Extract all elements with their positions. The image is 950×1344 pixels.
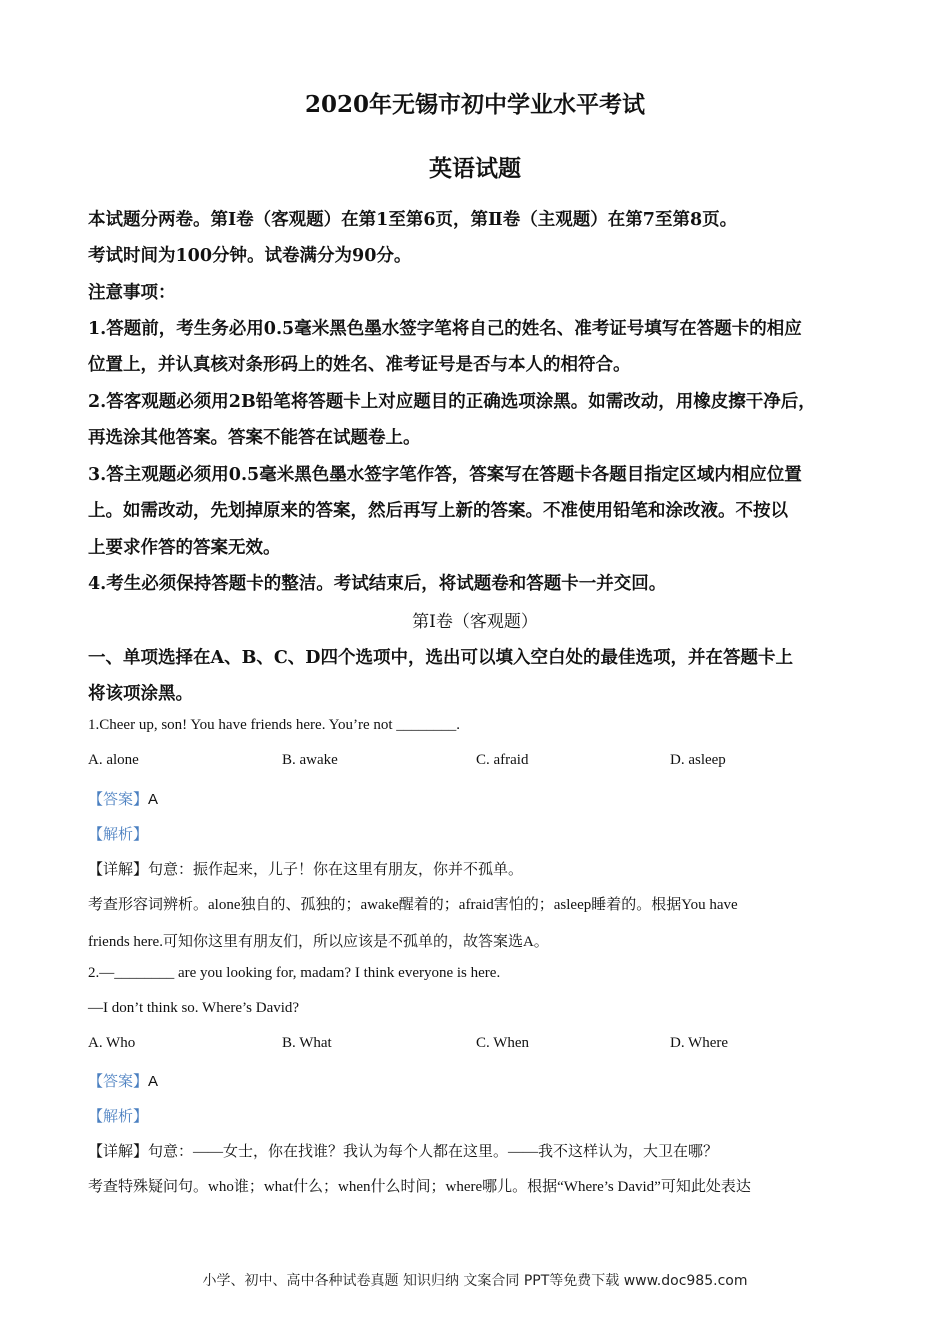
answer-value: A [148,791,159,808]
detail-line: friends here.可知你这里有朋友们，所以应该是不孤单的，故答案选A。 [88,934,549,950]
option-c: C. When [476,1035,530,1051]
option-d: D. Where [670,1035,729,1051]
intro-line: 考试时间为100分钟。试卷满分为90分。 [88,246,412,266]
detail-line: 考查特殊疑问句。who谁；what什么；when什么时间；where哪儿。根据“Where’s David”可知此处表达 [88,1179,751,1195]
detail-line: 考查形容词辨析。alone独自的、孤独的；awake醒着的；afraid害怕的；asleep睡着的。根据You have [88,897,738,913]
answer-value: A [148,1073,159,1090]
intro-line: 本试题分两卷。第Ⅰ卷（客观题）在第1至第6页，第Ⅱ卷（主观题）在第7至第8页。 [88,210,738,230]
detail-line: 【详解】句意：——女士，你在找谁？我认为每个人都在这里。——我不这样认为，大卫在哪？ [88,1144,719,1160]
option-d: D. asleep [670,752,726,768]
answer-tag: 【答案】A [88,791,159,808]
answer-tag: 【答案】A [88,1073,159,1090]
intro-line: 再选涂其他答案。答案不能答在试题卷上。 [88,428,421,448]
page-subtitle: 英语试题 [429,155,521,182]
section-title: 第Ⅰ卷（客观题） [412,612,538,632]
question-stem: 2.—________ are you looking for, madam? I think everyone is here. [88,965,501,981]
option-b: B. awake [282,752,338,768]
intro-line: 4.考生必须保持答题卡的整洁。考试结束后，将试题卷和答题卡一并交回。 [88,574,667,594]
answer-label: 答案 [103,1073,134,1090]
analysis-label: 解析 [103,826,134,843]
analysis-label: 解析 [103,1108,134,1125]
page-title: 2020年无锡市初中学业水平考试 [304,91,645,118]
analysis-tag: 【解析】 [88,1108,149,1125]
intro-line: 位置上，并认真核对条形码上的姓名、准考证号是否与本人的相符合。 [88,355,631,375]
part-heading: 将该项涂黑。 [88,684,193,704]
question-stem: 1.Cheer up, son! You have friends here. You’re not ________. [88,717,461,733]
option-b: B. What [282,1035,332,1051]
answer-label: 答案 [103,791,134,808]
intro-line: 3.答主观题必须用0.5毫米黑色墨水签字笔作答，答案写在答题卡各题目指定区域内相应位置 [88,465,802,485]
option-a: A. alone [88,752,139,768]
intro-line: 2.答客观题必须用2B铅笔将答题卡上对应题目的正确选项涂黑。如需改动，用橡皮擦干净后， [88,392,816,412]
question-stem: —I don’t think so. Where’s David? [88,1000,300,1016]
intro-line: 上要求作答的答案无效。 [88,538,281,558]
detail-line: 【详解】句意：振作起来，儿子！你在这里有朋友，你并不孤单。 [88,862,524,878]
page-footer: 小学、初中、高中各种试卷真题 知识归纳 文案合同 PPT等免费下载 www.doc985.com [202,1273,748,1289]
option-a: A. Who [88,1035,136,1051]
intro-line: 上。如需改动，先划掉原来的答案，然后再写上新的答案。不准使用铅笔和涂改液。不按以 [88,501,788,521]
part-heading: 一、单项选择在A、B、C、D四个选项中，选出可以填入空白处的最佳选项，并在答题卡上 [88,648,793,668]
option-c: C. afraid [476,752,529,768]
intro-line: 1.答题前，考生务必用0.5毫米黑色墨水签字笔将自己的姓名、准考证号填写在答题卡的相应 [88,319,802,339]
analysis-tag: 【解析】 [88,826,149,843]
intro-line: 注意事项： [88,283,176,303]
